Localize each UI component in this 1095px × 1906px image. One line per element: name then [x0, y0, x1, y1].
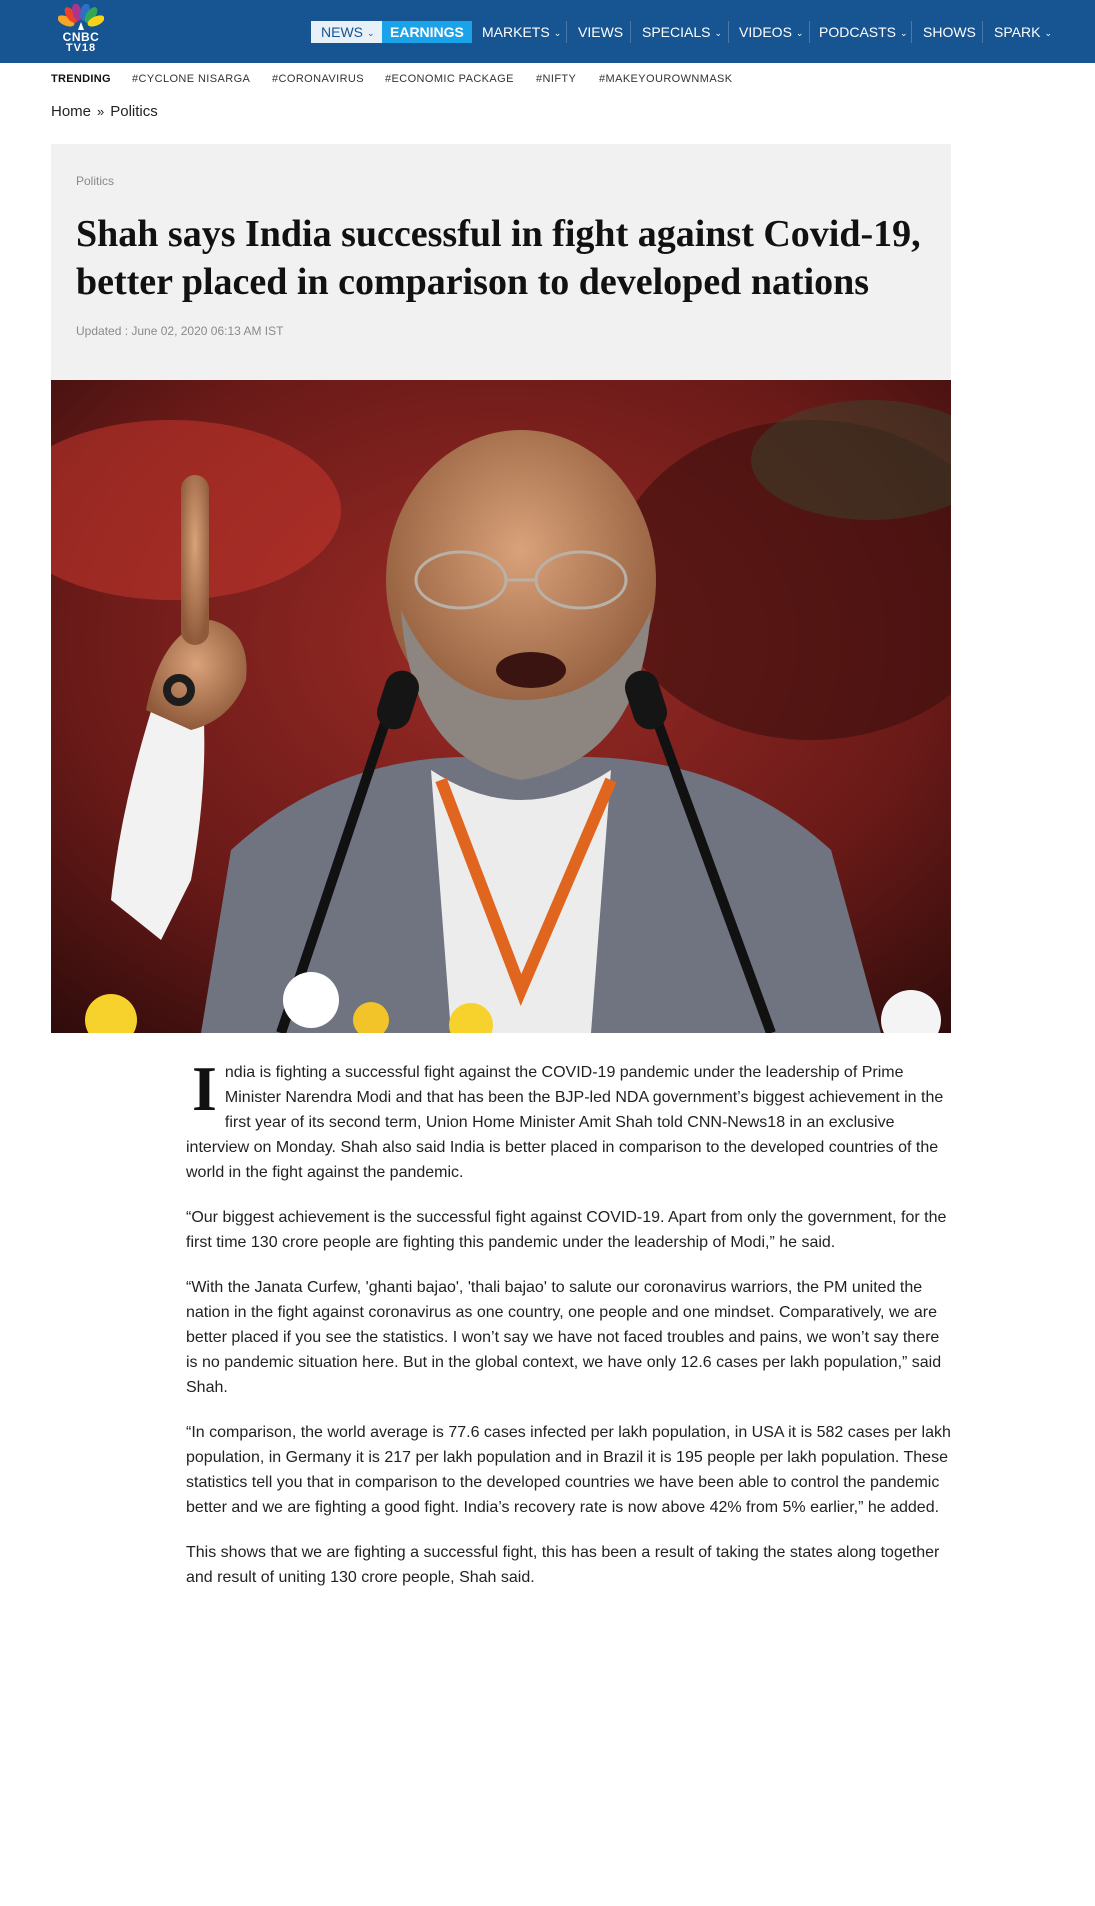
trending-tag[interactable]: #ECONOMIC PACKAGE — [385, 73, 514, 85]
nav-item-shows[interactable] — [923, 21, 976, 43]
article-body — [186, 1053, 951, 1610]
article-paragraph: “With the Janata Curfew, 'ghanti bajao', 'thali bajao' to salute our coronavirus warriors, the PM united the nation in the fight against coronavirus as one country, one people and one mindset. Comparatively, we are better placed if you see the statistics. I won’t say we have not faced troubles and pains, we won’t say there is no pandemic situation here. But in the global context, we have only 12.6 cases per lakh population,” said Shah. — [186, 1279, 942, 1396]
nav-label: SHOWS — [923, 24, 976, 40]
chevron-down-icon: ⌄ — [1044, 28, 1052, 38]
nav-divider — [982, 21, 983, 43]
nav-divider — [728, 21, 729, 43]
trending-label: TRENDING — [51, 73, 111, 85]
nav-divider — [911, 21, 912, 43]
chevron-down-icon: ⌄ — [714, 28, 723, 38]
article-paragraph — [186, 1053, 951, 1185]
drop-cap: I — [192, 1053, 217, 1124]
nav-label: MARKETS — [482, 24, 550, 40]
main-nav — [0, 21, 1095, 43]
article-paragraph: “In comparison, the world average is 77.6 cases infected per lakh population, in USA it is 582 cases per lakh population, in Germany it is 217 per lakh population and in Brazil it is 195 people per lakh population. These statistics tell you that in comparison to the developed countries we have been able to control the pandemic better and we are fighting a good fight. India’s recovery rate is now above 42% from 5% earlier,” he added. — [186, 1424, 951, 1516]
article-headline: Shah says India successful in fight against Covid-19, better placed in comparison to developed nations — [76, 213, 921, 303]
nav-item-views[interactable] — [578, 21, 623, 43]
trending-tag[interactable]: #CORONAVIRUS — [272, 73, 364, 85]
chevron-down-icon: ⌄ — [367, 28, 375, 38]
breadcrumb — [51, 103, 158, 120]
chevron-down-icon: ⌄ — [795, 28, 804, 38]
nav-label: PODCASTS — [819, 24, 897, 40]
logo-text-tv18: TV18 — [65, 42, 97, 54]
article-paragraph: This shows that we are fighting a successful fight, this has been a result of taking the states along together and result of uniting 130 crore people, Shah said. — [186, 1544, 940, 1586]
trending-tag[interactable]: #CYCLONE NISARGA — [132, 73, 251, 85]
breadcrumb-separator: » — [97, 104, 105, 119]
hero-photo-illustration — [51, 380, 951, 1033]
chevron-down-icon: ⌄ — [900, 28, 908, 38]
nav-label: NEWS — [321, 24, 363, 40]
nav-label: EARNINGS — [390, 24, 464, 40]
nav-item-earnings[interactable] — [382, 21, 472, 43]
article-updated-timestamp: Updated : June 02, 2020 06:13 AM IST — [76, 324, 284, 338]
nav-divider — [566, 21, 567, 43]
nav-item-spark[interactable] — [994, 21, 1052, 43]
nav-item-specials[interactable] — [642, 21, 722, 43]
nav-label: VIDEOS — [739, 24, 792, 40]
nav-item-podcasts[interactable] — [819, 21, 908, 43]
nav-label: VIEWS — [578, 24, 624, 40]
breadcrumb-section[interactable]: Politics — [110, 103, 158, 120]
chevron-down-icon: ⌄ — [553, 28, 562, 38]
nav-item-markets[interactable] — [482, 21, 561, 43]
nav-divider — [630, 21, 631, 43]
nav-divider — [809, 21, 810, 43]
nav-label: SPECIALS — [642, 24, 711, 40]
article-paragraph: “Our biggest achievement is the successful fight against COVID-19. Apart from only the government, for the first time 130 crore people are fighting this pandemic under the leadership of Modi,” he said. — [186, 1209, 947, 1251]
logo-text-cnbc: CNBC — [62, 30, 100, 44]
paragraph-text: ndia is fighting a successful fight against the COVID-19 pandemic under the leadership of Prime Minister Narendra Modi and that has been the BJP-led NDA government’s biggest achievement in the first year of its second term, Union Home Minister Amit Shah told CNN-News18 in an exclusive interview on Monday. Shah also said India is better placed in comparison to the developed countries of the world in the fight against the pandemic. — [186, 1064, 944, 1181]
trending-bar — [51, 73, 733, 87]
article-header — [51, 144, 951, 380]
trending-tag[interactable]: #MAKEYOUROWNMASK — [599, 73, 733, 85]
breadcrumb-home[interactable]: Home — [51, 103, 92, 120]
trending-tag[interactable]: #NIFTY — [536, 73, 577, 85]
nav-label: SPARK — [994, 24, 1041, 40]
article-category[interactable]: Politics — [76, 174, 115, 188]
nav-item-news[interactable] — [311, 21, 385, 43]
article-hero-image — [51, 380, 951, 1033]
nav-item-videos[interactable] — [739, 21, 803, 43]
top-nav-bar — [0, 0, 1095, 63]
